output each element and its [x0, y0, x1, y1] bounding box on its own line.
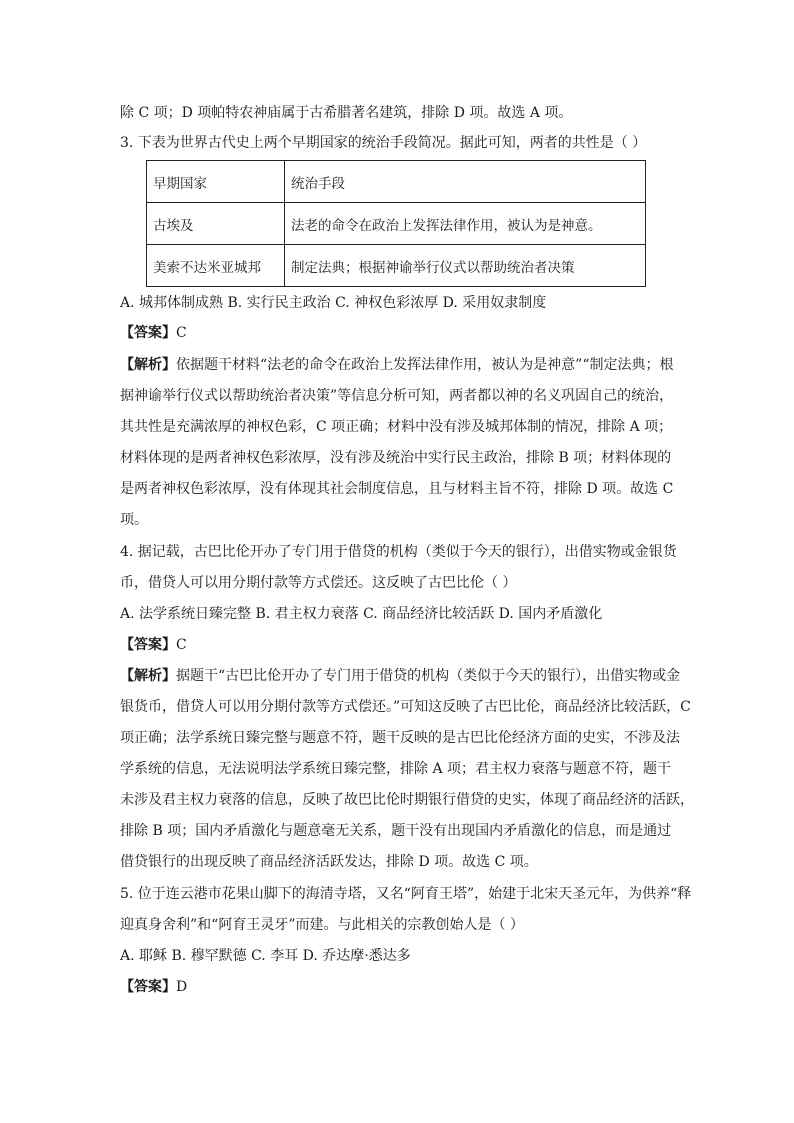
question-5-options: A. 耶稣 B. 穆罕默德 C. 李耳 D. 乔达摩·悉达多: [120, 948, 411, 964]
question-4-options: A. 法学系统日臻完整 B. 君主权力衰落 C. 商品经济比较活跃 D. 国内矛盾激化: [120, 606, 603, 622]
question-4-answer: [120, 635, 694, 655]
analysis-text: 依据题干材料“法老的命令在政治上发挥法律作用，被认为是神意”“制定法典；根: [176, 357, 674, 373]
answer-value: D: [176, 979, 188, 995]
analysis-line: 项。: [120, 512, 148, 528]
question-3-table: [146, 160, 646, 287]
answer-tag: 【答案】: [120, 325, 176, 341]
prev-analysis-tail: 除 C 项；D 项帕特农神庙属于古希腊著名建筑，排除 D 项。故选 A 项。: [120, 105, 573, 121]
question-3-options: A. 城邦体制成熟 B. 实行民主政治 C. 神权色彩浓厚 D. 采用奴隶制度: [120, 295, 547, 311]
question-3-stem: 3. 下表为世界古代史上两个早期国家的统治手段简况。据此可知，两者的共性是（ ）: [120, 135, 647, 151]
table-cell: 美索不达米亚城邦: [147, 245, 285, 287]
answer-tag: 【答案】: [120, 979, 176, 995]
question-4-stem-cont: 币，借贷人可以用分期付款等方式偿还。这反映了古巴比伦（ ）: [120, 575, 517, 591]
analysis-line: 借贷银行的出现反映了商品经济活跃发达，排除 D 项。故选 C 项。: [120, 854, 538, 870]
table-header-row: [147, 161, 646, 203]
analysis-line: 项正确；法学系统日臻完整与题意不符，题干反映的是古巴比伦经济方面的史实，不涉及法: [120, 730, 680, 746]
question-5-stem: 5. 位于连云港市花果山脚下的海清寺塔，又名“阿育王塔”，始建于北宋天圣元年，为供养“释: [120, 886, 692, 902]
table-row: [147, 203, 646, 245]
analysis-line: 材料体现的是两者神权色彩浓厚，没有涉及统治中实行民主政治，排除 B 项；材料体现的: [120, 450, 672, 466]
analysis-line: 排除 B 项；国内矛盾激化与题意毫无关系，题干没有出现国内矛盾激化的信息，而是通过: [120, 823, 672, 839]
analysis-text: 据题干“古巴比伦开办了专门用于借贷的机构（类似于今天的银行），出借实物或金: [176, 668, 681, 684]
analysis-line: 银货币，借贷人可以用分期付款等方式偿还。”可知这反映了古巴比伦，商品经济比较活跃，C: [120, 699, 691, 715]
question-4-analysis: [120, 666, 694, 686]
table-cell: 早期国家: [147, 161, 285, 203]
table-cell: 统治手段: [285, 161, 646, 203]
table-cell: 制定法典；根据神谕举行仪式以帮助统治者决策: [285, 245, 646, 287]
table-row: [147, 245, 646, 287]
analysis-line: 学系统的信息，无法说明法学系统日臻完整，排除 A 项；君主权力衰落与题意不符，题干: [120, 761, 672, 777]
analysis-line: 据神谕举行仪式以帮助统治者决策”等信息分析可知，两者都以神的名义巩固自己的统治，: [120, 388, 674, 404]
question-5-stem-cont: 迎真身舍利”和“阿育王灵牙”而建。与此相关的宗教创始人是（ ）: [120, 917, 524, 933]
analysis-line: 是两者神权色彩浓厚，没有体现其社会制度信息，且与材料主旨不符，排除 D 项。故选 C: [120, 481, 674, 497]
answer-tag: 【答案】: [120, 637, 176, 653]
question-4-stem: 4. 据记载，古巴比伦开办了专门用于借贷的机构（类似于今天的银行），出借实物或金银货: [120, 544, 677, 560]
table-cell: 法老的命令在政治上发挥法律作用，被认为是神意。: [285, 203, 646, 245]
table-cell: 古埃及: [147, 203, 285, 245]
question-3-answer: [120, 323, 694, 343]
answer-value: C: [176, 637, 187, 653]
question-5-answer: [120, 977, 694, 997]
question-3-analysis: [120, 355, 694, 375]
analysis-tag: 【解析】: [120, 357, 176, 373]
analysis-line: 其共性是充满浓厚的神权色彩，C 项正确；材料中没有涉及城邦体制的情况，排除 A 项；: [120, 419, 673, 435]
answer-value: C: [176, 325, 187, 341]
analysis-tag: 【解析】: [120, 668, 176, 684]
analysis-line: 未涉及君主权力衰落的信息，反映了故巴比伦时期银行借贷的史实，体现了商品经济的活跃，: [120, 792, 694, 808]
